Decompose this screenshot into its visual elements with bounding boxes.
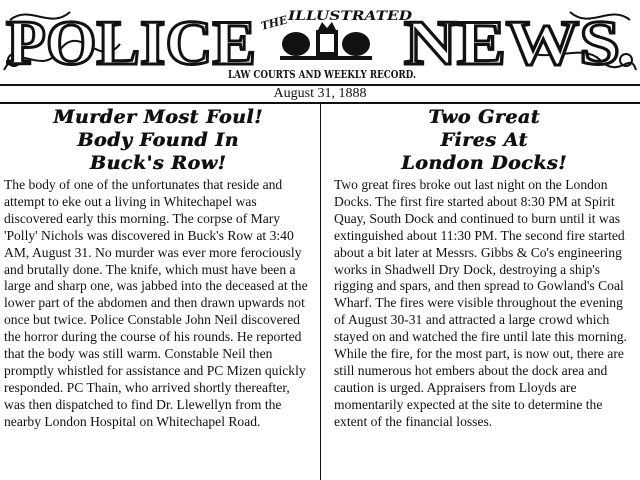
masthead-illustrated: ILLUSTRATED (286, 9, 413, 24)
article-headline (4, 106, 312, 175)
article-fires (334, 106, 634, 431)
masthead-banner (0, 0, 640, 84)
article-body: The body of one of the unfortunates that reside and attempt to eke out a living in Whitechapel was discovered early this morning. The corpse of Mary 'Polly' Nichols was discovered in Buck's Row at 3:40 AM, August 31. No murder was ever more ferociously and brutally done. The knife, which must have been a large and sharp one, was jabbed into the deceased at the lower part of the abdomen and then drawn upwards not once but twice. Police Constable John Neil discovered the horror during the course of his rounds. He reported that the body was still warm. Constable Neil then promptly whistled for assistance and PC Mizen quickly responded. PC Thain, who arrived shortly thereafter, was then dispatched to find Dr. Llewellyn from the nearby London Hospital on Whitechapel Road. (4, 177, 308, 429)
article-body: Two great fires broke out last night on the London Docks. The first fire started about 8:30 PM at Spirit Quay, South Dock and continued to burn until it was extinguished about 11:30 PM. The second fire started about a bit later at Messrs. Gibbs & Co's engineering works in Shadwell Dry Dock, destroying a ship's rigging and spars, and then spread to Gowland's Coal Wharf. The fires were visible throughout the evening of August 30-31 and attracted a large crowd which stayed on and watched the fire until late this morning. While the fire, for the most part, is now out, there are still numerous hot embers about the dock area and caution is urged. Appraisers from Lloyds are momentarily expected at the site to determine the extent of the financial losses. (334, 177, 627, 429)
masthead (0, 0, 640, 84)
masthead-title-left: POLICE (6, 7, 256, 78)
column-divider (320, 104, 321, 480)
masthead-the: THE (259, 13, 289, 33)
headline-line: London Docks! (401, 152, 567, 174)
masthead-subtitle: LAW COURTS AND WEEKLY RECORD. (228, 67, 416, 81)
issue-date: August 31, 1888 (0, 84, 640, 104)
coat-of-arms-icon (280, 22, 372, 60)
headline-line: Fires At (440, 129, 528, 151)
headline-line: Body Found In (77, 129, 239, 151)
article-headline (334, 106, 634, 175)
headline-line: Buck's Row! (89, 152, 227, 174)
article-murder (4, 106, 312, 431)
headline-line: Murder Most Foul! (53, 106, 263, 128)
headline-line: Two Great (428, 106, 540, 128)
masthead-title-right: NEWS (404, 7, 620, 78)
